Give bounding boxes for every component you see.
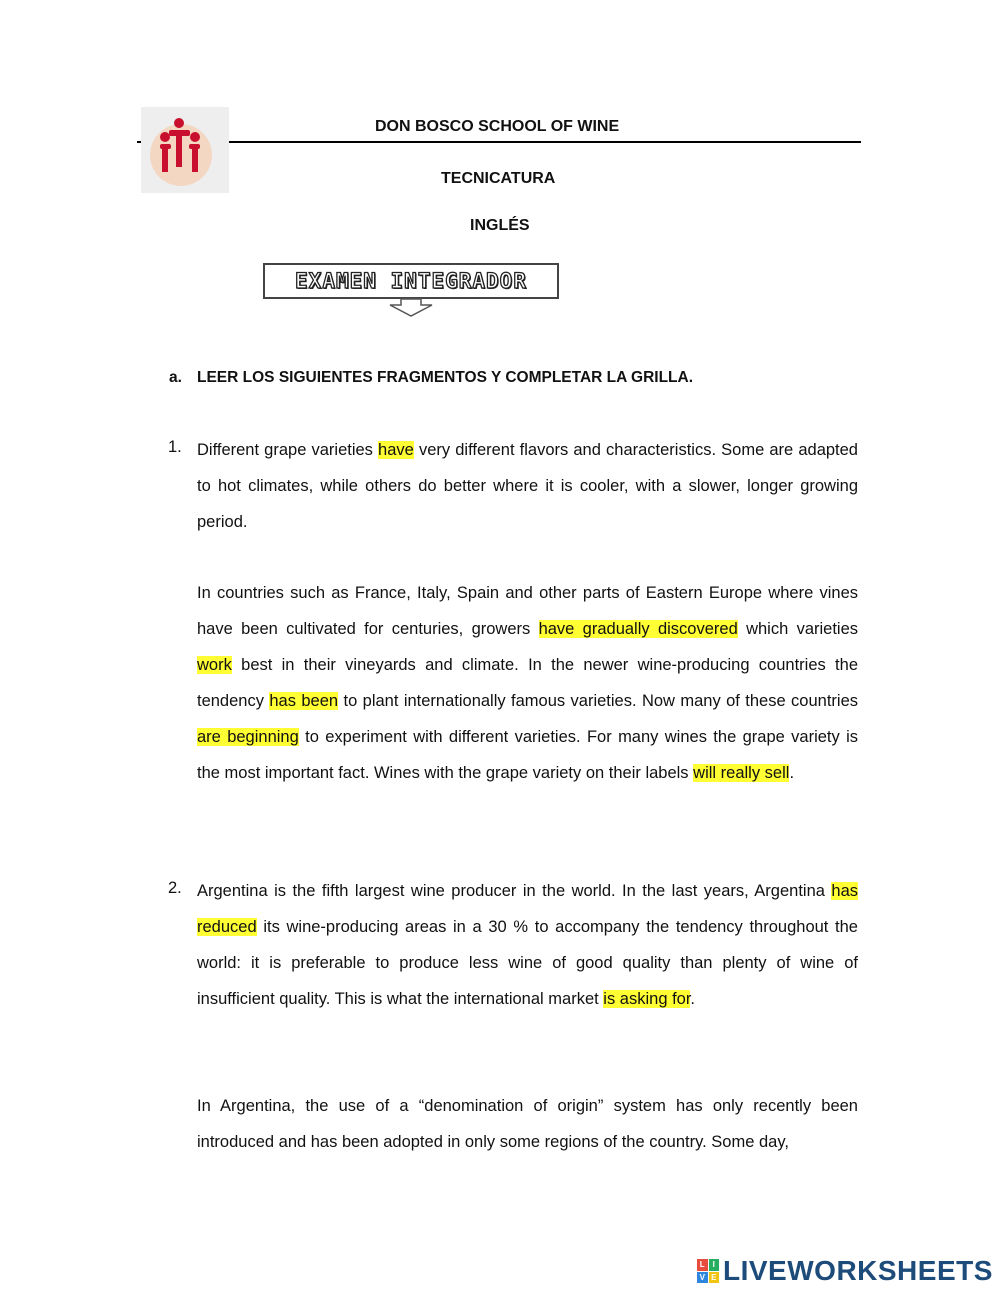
highlight-verb: have gradually discovered	[538, 620, 738, 638]
highlight-verb: has reduced	[197, 882, 858, 936]
item-2-paragraph-2	[197, 1088, 858, 1160]
text-run: In Argentina, the use of a “denomination of origin” system has only recently been introduced and has been adopted in only some regions of the country. Some day,	[197, 1097, 858, 1151]
highlight-verb: are beginning	[197, 728, 299, 746]
logo-letter: V	[697, 1272, 708, 1284]
text-run: best in their vineyards and climate. In the newer wine-producing countries the tendency	[197, 656, 858, 710]
instruction-marker: a.	[169, 369, 182, 386]
text-run: Argentina is the fifth largest wine producer in the world. In the last years, Argentina	[197, 882, 832, 900]
instruction	[169, 369, 693, 387]
text-run: which varieties	[737, 620, 859, 638]
instruction-text: LEER LOS SIGUIENTES FRAGMENTOS Y COMPLETAR LA GRILLA.	[197, 369, 694, 386]
text-run: to plant internationally famous varieties. Now many of these countries	[338, 692, 858, 710]
exam-banner	[263, 263, 559, 299]
header-rule	[229, 141, 861, 143]
school-title: DON BOSCO SCHOOL OF WINE	[375, 118, 620, 135]
school-logo	[141, 107, 229, 193]
header-rule-left	[137, 141, 141, 143]
item-2-paragraph-1	[197, 873, 858, 1017]
logo-letter: L	[697, 1259, 708, 1271]
highlight-verb: have	[378, 441, 414, 459]
text-run: very different flavors and characteristics. Some are adapted to hot climates, while others do better where it is cooler, with a slower, longer growing period.	[197, 441, 858, 531]
exam-banner-title: EXAMEN INTEGRADOR	[295, 269, 527, 293]
liveworksheets-logo-icon	[697, 1259, 719, 1283]
text-run: .	[690, 990, 696, 1008]
logo-letter: E	[709, 1272, 720, 1284]
liveworksheets-brand[interactable]	[697, 1256, 993, 1286]
highlight-verb: has been	[269, 692, 339, 710]
logo-letter: I	[709, 1259, 720, 1271]
item-1-number: 1.	[168, 438, 182, 456]
text-run: Different grape varieties	[197, 441, 379, 459]
text-run: In countries such as France, Italy, Spain and other parts of Eastern Europe where vines have been cultivated for centuries, growers	[197, 584, 858, 638]
program-title: TECNICATURA	[441, 170, 556, 187]
highlight-verb: will really sell	[693, 764, 790, 782]
highlight-verb: is asking for	[603, 990, 691, 1008]
highlight-verb: work	[197, 656, 232, 674]
text-run: .	[789, 764, 795, 782]
subject-title: INGLÉS	[470, 217, 530, 234]
brand-text: LIVEWORKSHEETS	[723, 1255, 993, 1286]
item-1-paragraph-2	[197, 575, 858, 791]
item-1-paragraph-1	[197, 432, 858, 540]
text-run: its wine-producing areas in a 30 % to accompany the tendency throughout the world: it is preferable to produce less wine of good quality than plenty of wine of insufficient quality. This is what the international market	[197, 918, 858, 1008]
item-2-number: 2.	[168, 879, 182, 897]
text-run: to experiment with different varieties. For many wines the grape variety is the most important fact. Wines with the grape variety on their labels	[197, 728, 859, 782]
school-logo-icon	[141, 107, 229, 193]
arrow-down-icon	[388, 298, 434, 318]
